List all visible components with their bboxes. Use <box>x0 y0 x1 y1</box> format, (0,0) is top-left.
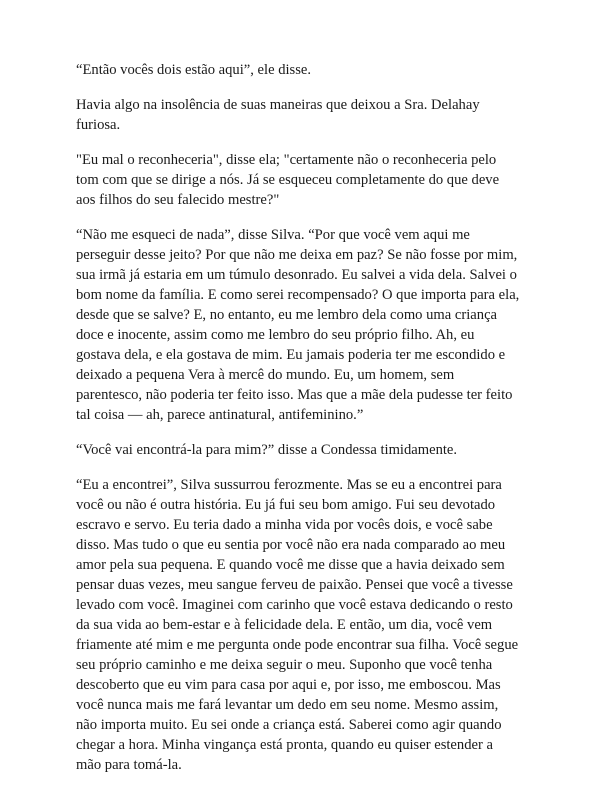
text-line: amor pela sua pequena. E quando você me disse que a havia deixado sem <box>76 557 505 573</box>
text-line: deixado a pequena Vera à mercê do mundo. Eu, um homem, sem <box>76 367 455 383</box>
paragraph <box>76 60 536 80</box>
paragraph <box>76 95 536 135</box>
text-line: você ou não é outra história. Eu já fui seu bom amigo. Fui seu devotado <box>76 497 496 513</box>
text-line: chegar a hora. Minha vingança está pronta, quando eu quiser estender a <box>76 737 493 753</box>
text-line: sua irmã já estaria em um túmulo desonrado. Eu salvei a vida dela. Salvei o <box>76 267 517 283</box>
text-line: furiosa. <box>76 117 121 133</box>
text-line: pensar duas vezes, meu sangue ferveu de paixão. Pensei que você a tivesse <box>76 577 513 593</box>
text-line: gostava dela, e ela gostava de mim. Eu jamais poderia ter me escondido e <box>76 347 506 363</box>
paragraph <box>76 440 536 460</box>
paragraph <box>76 150 536 210</box>
text-line: “Então vocês dois estão aqui”, ele disse. <box>76 62 312 78</box>
text-line: disso. Mas tudo o que eu sentia por você não era nada comparado ao meu <box>76 537 506 553</box>
text-line: mão para tomá-la. <box>76 757 182 773</box>
text-line: "Eu mal o reconheceria", disse ela; "certamente não o reconheceria pelo <box>76 152 497 168</box>
text-line: aos filhos do seu falecido mestre?" <box>76 192 280 208</box>
text-line: perseguir desse jeito? Por que não me deixa em paz? Se não fosse por mim, <box>76 247 518 263</box>
text-line: escravo e servo. Eu teria dado a minha vida por vocês dois, e você sabe <box>76 517 493 533</box>
text-line: seu próprio caminho e me deixa seguir o meu. Suponho que você tenha <box>76 657 493 673</box>
document-body <box>76 60 536 790</box>
text-line: “Você vai encontrá-la para mim?” disse a Condessa timidamente. <box>76 442 458 458</box>
text-line: friamente até mim e me pergunta onde pode encontrar sua filha. Você segue <box>76 637 519 653</box>
text-line: você nunca mais me fará levantar um dedo em seu nome. Mesmo assim, <box>76 697 499 713</box>
text-line: não importa muito. Eu sei onde a criança está. Saberei como agir quando <box>76 717 502 733</box>
text-line: desde que se salve? E, no entanto, eu me lembro dela como uma criança <box>76 307 498 323</box>
text-line: tom com que se dirige a nós. Já se esqueceu completamente do que deve <box>76 172 500 188</box>
text-line: “Eu a encontrei”, Silva sussurrou ferozmente. Mas se eu a encontrei para <box>76 477 502 493</box>
text-line: parentesco, não poderia ter feito isso. Mas que a mãe dela pudesse ter feito <box>76 387 513 403</box>
text-line: Havia algo na insolência de suas maneiras que deixou a Sra. Delahay <box>76 97 480 113</box>
text-line: descoberto que eu vim para casa por aqui e, por isso, me emboscou. Mas <box>76 677 501 693</box>
text-line: levado com você. Imaginei com carinho que você estava dedicando o resto <box>76 597 513 613</box>
text-line: doce e inocente, assim como me lembro do seu próprio filho. Ah, eu <box>76 327 475 343</box>
text-line: tal coisa — ah, parece antinatural, antifeminino.” <box>76 407 364 423</box>
paragraph <box>76 475 536 775</box>
text-line: da sua vida ao bem-estar e à felicidade dela. E então, um dia, você vem <box>76 617 493 633</box>
paragraph <box>76 225 536 425</box>
text-line: bom nome da família. E como serei recompensado? O que importa para ela, <box>76 287 520 303</box>
text-line: “Não me esqueci de nada”, disse Silva. “Por que você vem aqui me <box>76 227 470 243</box>
